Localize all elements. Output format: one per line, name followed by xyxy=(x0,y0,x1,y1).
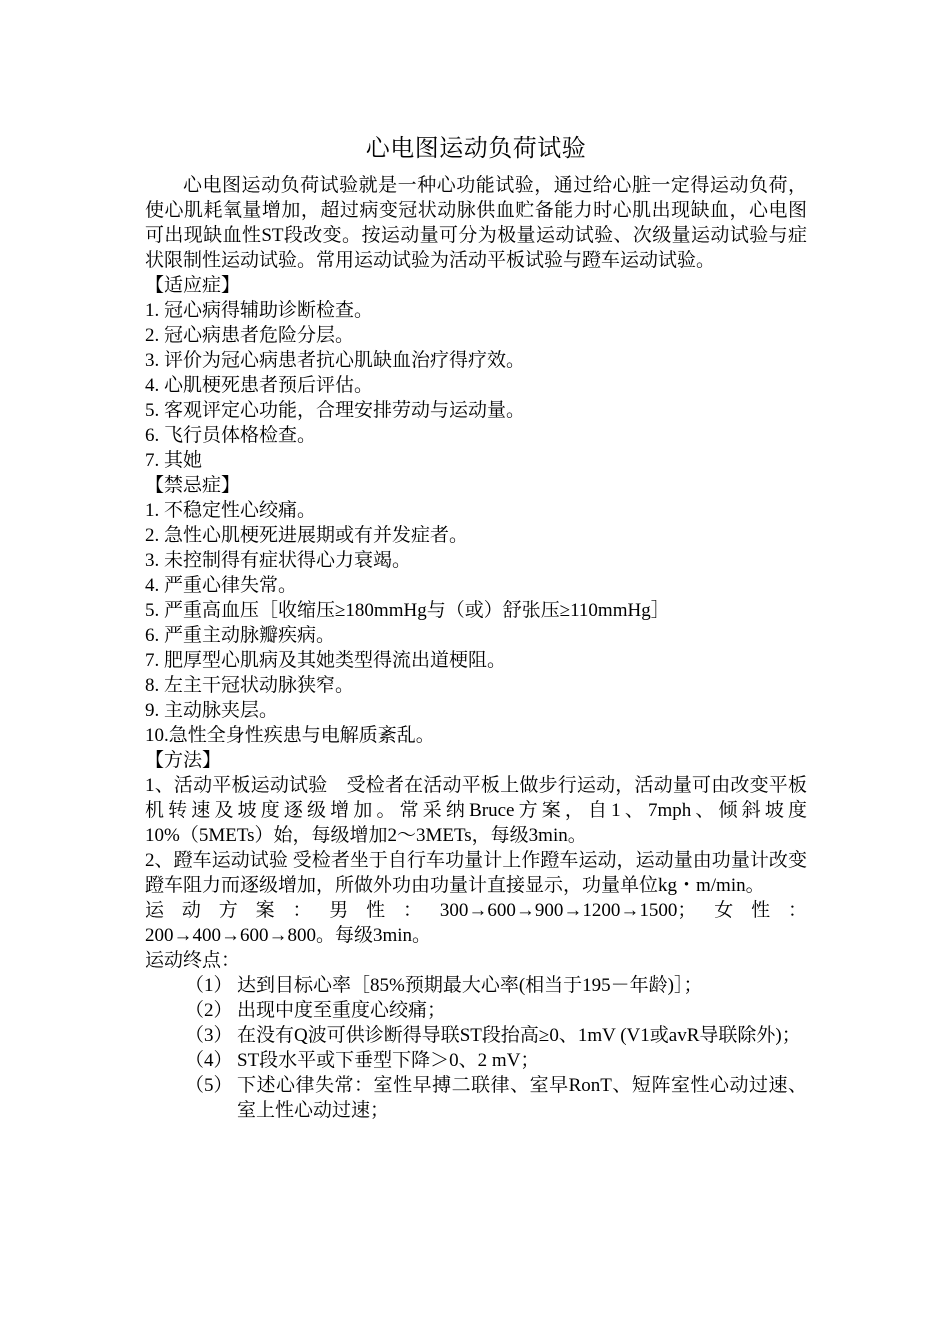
list-item: 4. 严重心律失常。 xyxy=(145,575,298,596)
item-text: ST段水平或下垂型下降＞0、2 mV； xyxy=(237,1050,540,1071)
list-item: 2. 急性心肌梗死进展期或有并发症者。 xyxy=(145,525,469,546)
page-title: 心电图运动负荷试验 xyxy=(365,136,587,162)
list-item xyxy=(185,973,807,998)
endpoints-heading: 运动终点： xyxy=(145,950,241,971)
indications-list xyxy=(145,298,807,473)
item-text: 出现中度至重度心绞痛； xyxy=(237,1000,447,1021)
list-item: 10.急性全身性疾患与电解质紊乱。 xyxy=(145,725,435,746)
item-number: （3） xyxy=(185,1025,233,1046)
protocol-line-1: 运动方案：男性：300→600→900→1200→1500；女性： xyxy=(145,900,807,921)
document-body xyxy=(145,131,807,1123)
item-number: （5） xyxy=(185,1075,233,1096)
endpoints-list xyxy=(145,973,807,1123)
list-item xyxy=(185,998,807,1023)
list-item xyxy=(185,1023,807,1048)
list-item: 5. 严重高血压［收缩压≥180mmHg与（或）舒张压≥110mmHg］ xyxy=(145,600,670,621)
item-number: （2） xyxy=(185,1000,233,1021)
item-text: 下述心律失常：室性早搏二联律、室早RonT、短阵室性心动过速、室上性心动过速； xyxy=(237,1075,807,1121)
item-text: 在没有Q波可供诊断得导联ST段抬高≥0、1mV (V1或avR导联除外)； xyxy=(237,1025,801,1046)
list-item: 6. 严重主动脉瓣疾病。 xyxy=(145,625,336,646)
list-item: 7. 肥厚型心肌病及其她类型得流出道梗阻。 xyxy=(145,650,507,671)
list-item: 9. 主动脉夹层。 xyxy=(145,700,279,721)
list-item: 2. 冠心病患者危险分层。 xyxy=(145,325,355,346)
indications-heading: 【适应症】 xyxy=(145,275,241,296)
method-heading: 【方法】 xyxy=(145,750,222,771)
intro-paragraph: 心电图运动负荷试验就是一种心功能试验，通过给心脏一定得运动负荷，使心肌耗氧量增加，超过病变冠状动脉供血贮备能力时心肌出现缺血，心电图可出现缺血性ST段改变。按运动量可分为极量运动试验、次级量运动试验与症状限制性运动试验。常用运动试验为活动平板试验与蹬车运动试验。 xyxy=(145,175,807,271)
list-item: 1. 冠心病得辅助诊断检查。 xyxy=(145,300,374,321)
treadmill-test-paragraph: 1、活动平板运动试验 受检者在活动平板上做步行运动，活动量可由改变平板机转速及坡度逐级增加。常采纳Bruce方案，自1、7mph、倾斜坡度10%（5METs）始，每级增加2～3METs，每级3min。 xyxy=(145,775,807,846)
list-item: 6. 飞行员体格检查。 xyxy=(145,425,317,446)
protocol-line-2: 200→400→600→800。每级3min。 xyxy=(145,925,432,946)
list-item xyxy=(185,1073,807,1123)
list-item: 3. 评价为冠心病患者抗心肌缺血治疗得疗效。 xyxy=(145,350,526,371)
contraindications-heading: 【禁忌症】 xyxy=(145,475,241,496)
list-item: 3. 未控制得有症状得心力衰竭。 xyxy=(145,550,412,571)
item-text: 达到目标心率［85%预期最大心率(相当于195－年龄)］； xyxy=(237,975,703,996)
list-item: 8. 左主干冠状动脉狭窄。 xyxy=(145,675,355,696)
item-number: （1） xyxy=(185,975,233,996)
contraindications-list xyxy=(145,498,807,748)
list-item xyxy=(185,1048,807,1073)
list-item: 1. 不稳定性心绞痛。 xyxy=(145,500,317,521)
item-number: （4） xyxy=(185,1050,233,1071)
list-item: 4. 心肌梗死患者预后评估。 xyxy=(145,375,374,396)
list-item: 7. 其她 xyxy=(145,450,203,471)
list-item: 5. 客观评定心功能，合理安排劳动与运动量。 xyxy=(145,400,526,421)
bicycle-test-paragraph: 2、蹬车运动试验 受检者坐于自行车功量计上作蹬车运动，运动量由功量计改变蹬车阻力而逐级增加，所做外功由功量计直接显示，功量单位kg・m/min。 xyxy=(145,850,807,896)
